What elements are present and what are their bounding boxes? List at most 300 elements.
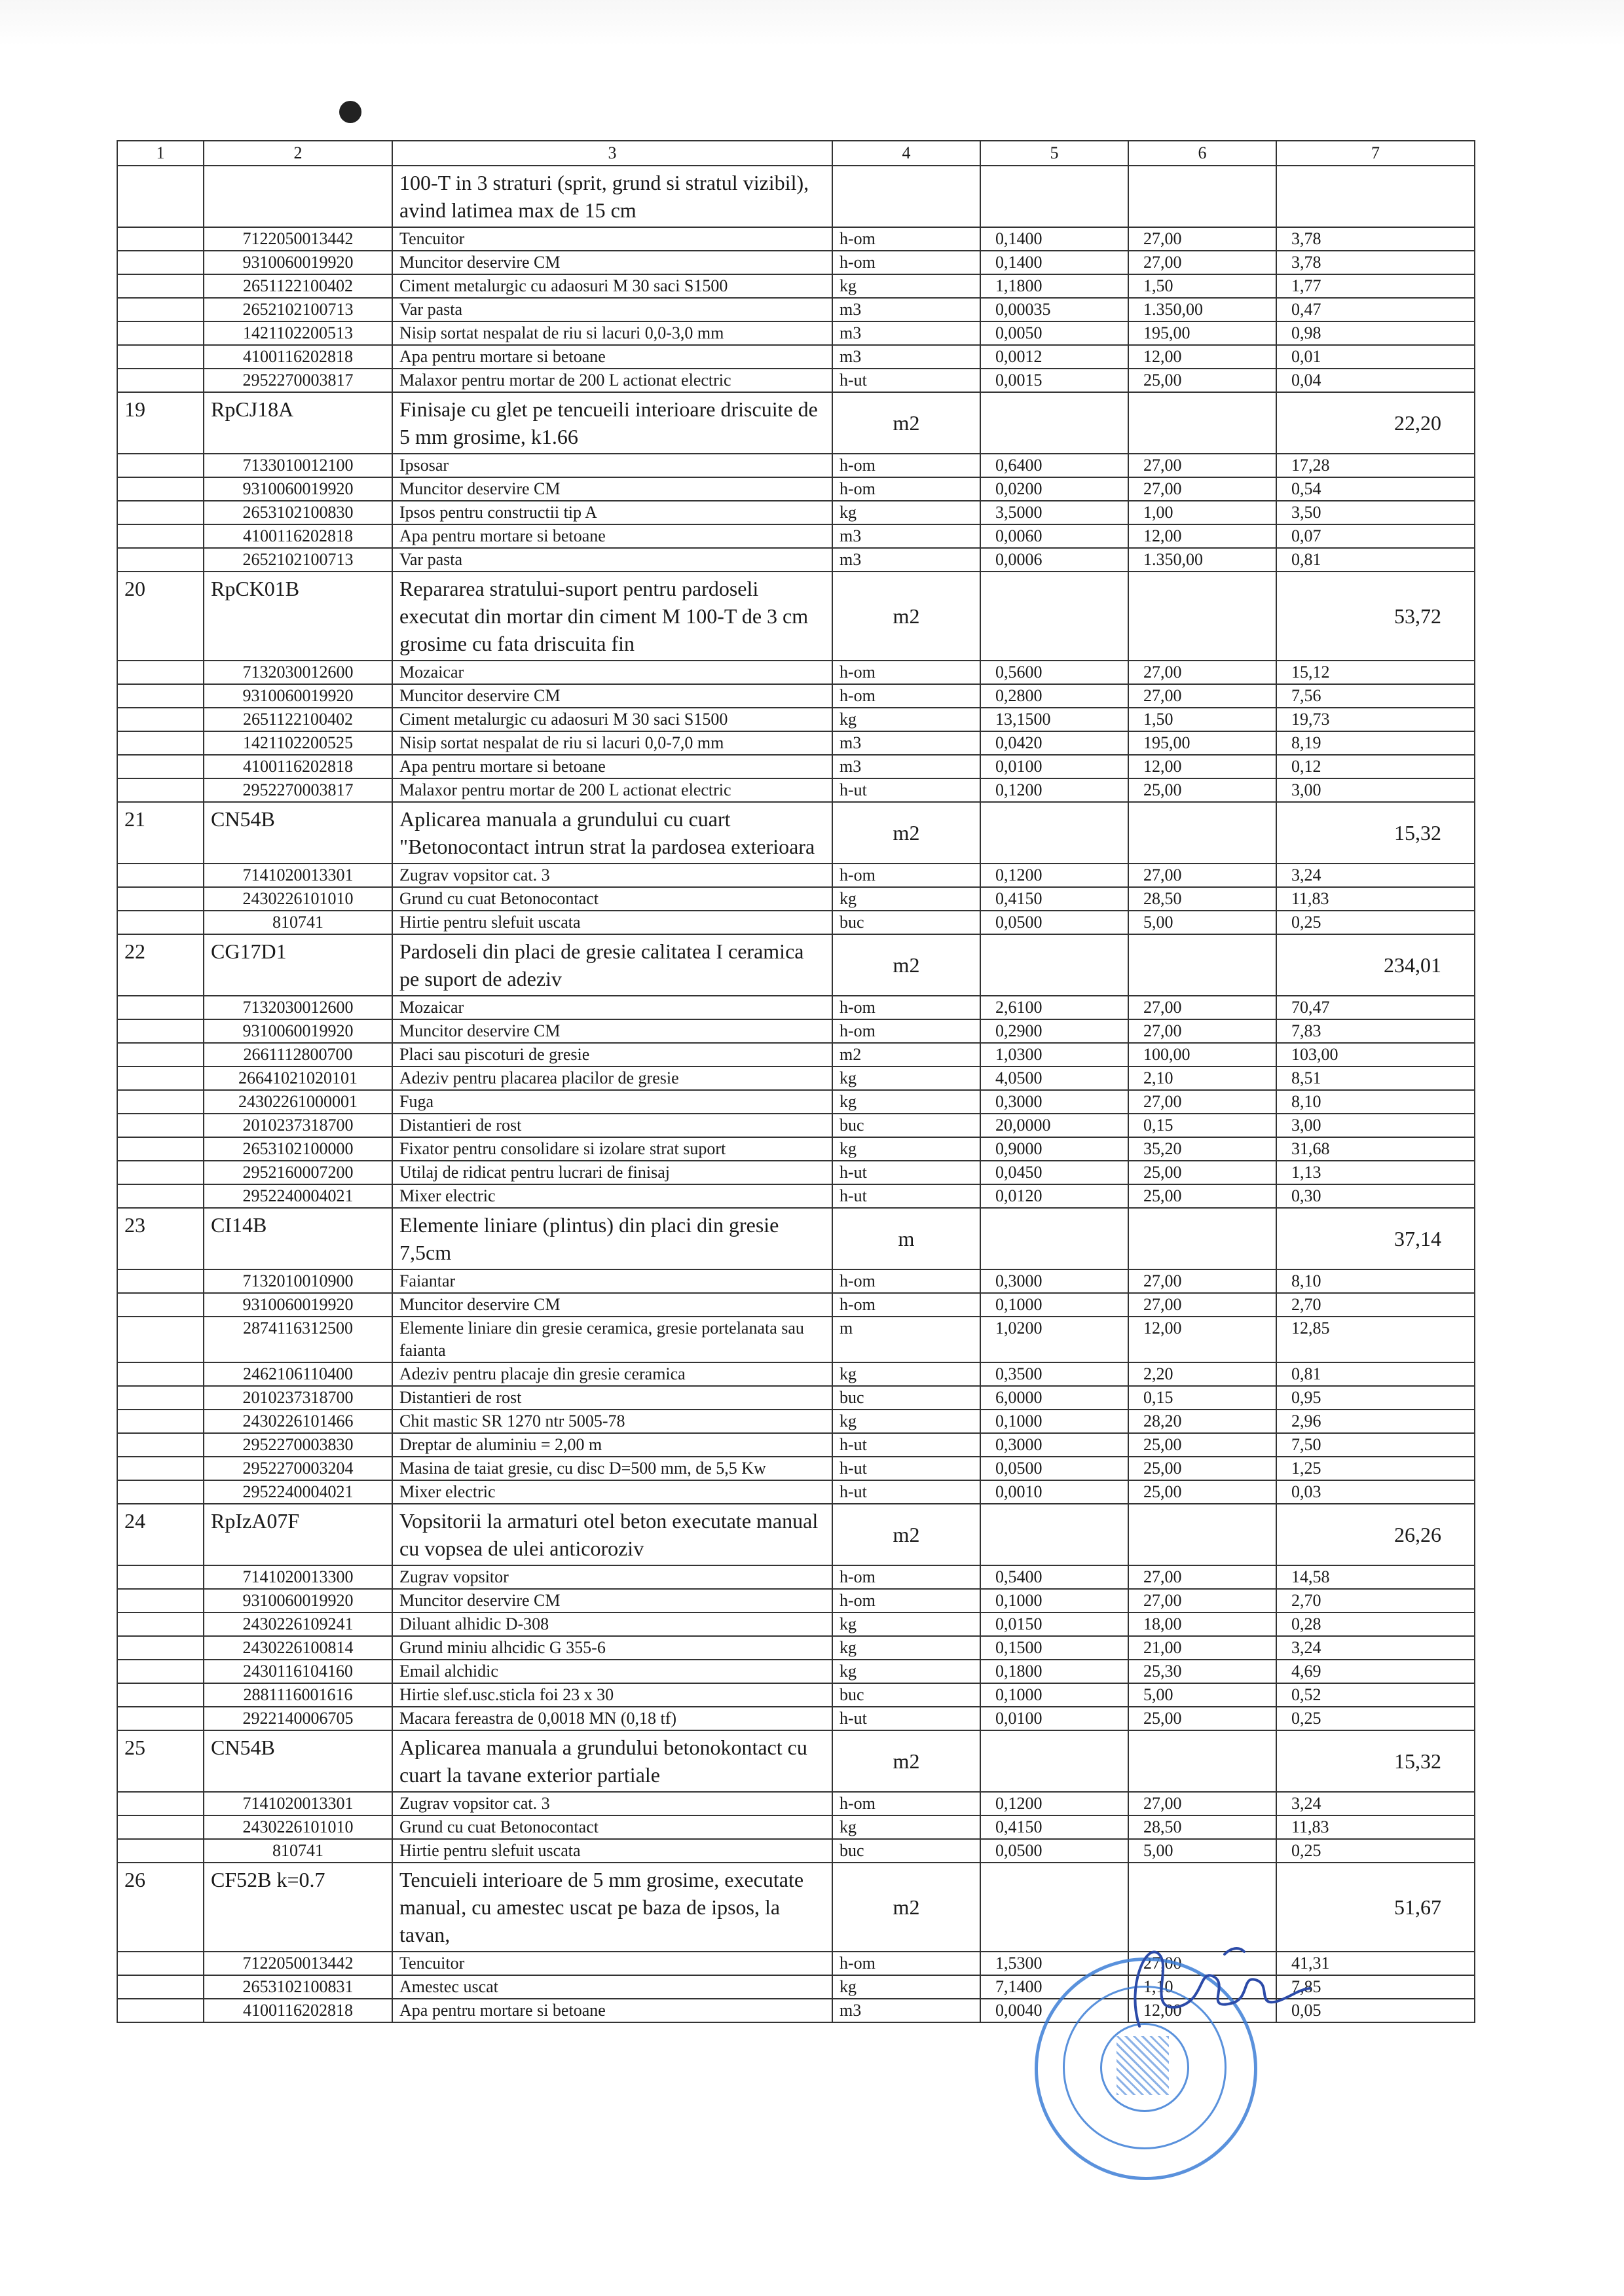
resource-code: 2952240004021: [204, 1184, 392, 1208]
resource-name: Muncitor deservire CM: [392, 1589, 832, 1613]
resource-code: 9310060019920: [204, 1293, 392, 1317]
resource-norm: 0,1000: [980, 1410, 1128, 1433]
resource-norm: 0,6400: [980, 454, 1128, 477]
resource-code: 7133010012100: [204, 454, 392, 477]
resource-cost: 12,85: [1276, 1317, 1475, 1362]
item-unit: m2: [832, 572, 980, 661]
resource-row: [117, 1660, 1475, 1683]
resource-code: 9310060019920: [204, 251, 392, 274]
resource-code: 2952240004021: [204, 1480, 392, 1504]
resource-unit: h-om: [832, 864, 980, 887]
column-header: 7: [1276, 141, 1475, 166]
resource-cost: 8,19: [1276, 731, 1475, 755]
resource-code: 2430226101466: [204, 1410, 392, 1433]
resource-unit: kg: [832, 501, 980, 524]
resource-blank: [117, 345, 204, 369]
resource-cost: 2,70: [1276, 1293, 1475, 1317]
item-row: [117, 572, 1475, 661]
resource-cost: 11,83: [1276, 1815, 1475, 1839]
resource-row: [117, 1792, 1475, 1815]
item-total: 51,67: [1276, 1863, 1475, 1952]
resource-price: 2,20: [1128, 1362, 1276, 1386]
resource-unit: h-om: [832, 1269, 980, 1293]
resource-blank: [117, 1317, 204, 1362]
resource-price: 27,00: [1128, 227, 1276, 251]
item-description: 100-T in 3 straturi (sprit, grund si stratul vizibil), avind latimea max de 15 cm: [392, 166, 832, 227]
resource-blank: [117, 1161, 204, 1184]
resource-unit: h-ut: [832, 369, 980, 392]
resource-row: [117, 661, 1475, 684]
resource-cost: 1,25: [1276, 1457, 1475, 1480]
resource-code: 2952270003830: [204, 1433, 392, 1457]
resource-price: 35,20: [1128, 1137, 1276, 1161]
resource-row: [117, 1114, 1475, 1137]
resource-cost: 3,78: [1276, 227, 1475, 251]
resource-row: [117, 274, 1475, 298]
resource-blank: [117, 661, 204, 684]
resource-row: [117, 345, 1475, 369]
resource-code: 2010237318700: [204, 1114, 392, 1137]
resource-blank: [117, 1480, 204, 1504]
resource-name: Apa pentru mortare si betoane: [392, 345, 832, 369]
resource-code: 810741: [204, 911, 392, 934]
resource-name: Adeziv pentru placarea placilor de gresie: [392, 1066, 832, 1090]
resource-name: Ipsosar: [392, 454, 832, 477]
resource-name: Mozaicar: [392, 661, 832, 684]
resource-row: [117, 778, 1475, 802]
resource-unit: m3: [832, 345, 980, 369]
resource-row: [117, 1043, 1475, 1066]
column-header: 6: [1128, 141, 1276, 166]
resource-blank: [117, 778, 204, 802]
resource-norm: 0,1200: [980, 864, 1128, 887]
resource-price: 27,00: [1128, 1565, 1276, 1589]
item-description: Finisaje cu glet pe tencueili interioare driscuite de 5 mm grosime, k1.66: [392, 392, 832, 454]
resource-unit: m3: [832, 298, 980, 321]
item-price: [1128, 1208, 1276, 1269]
item-code: CF52B k=0.7: [204, 1863, 392, 1952]
resource-price: 27,00: [1128, 1269, 1276, 1293]
resource-name: Diluant alhidic D-308: [392, 1613, 832, 1636]
resource-unit: kg: [832, 1660, 980, 1683]
resource-price: 27,00: [1128, 1293, 1276, 1317]
resource-blank: [117, 251, 204, 274]
resource-code: 2430116104160: [204, 1660, 392, 1683]
item-unit: m2: [832, 1863, 980, 1952]
resource-norm: 1,0200: [980, 1317, 1128, 1362]
resource-code: 2430226109241: [204, 1613, 392, 1636]
item-code: RpCJ18A: [204, 392, 392, 454]
resource-code: 7122050013442: [204, 227, 392, 251]
resource-name: Dreptar de aluminiu = 2,00 m: [392, 1433, 832, 1457]
item-total: 22,20: [1276, 392, 1475, 454]
item-description: Repararea stratului-suport pentru pardoseli executat din mortar din ciment M 100-T de 3 cm grosime cu fata driscuita fin: [392, 572, 832, 661]
resource-blank: [117, 1269, 204, 1293]
resource-code: 9310060019920: [204, 1589, 392, 1613]
resource-cost: 8,10: [1276, 1269, 1475, 1293]
resource-norm: 0,00035: [980, 298, 1128, 321]
resource-blank: [117, 911, 204, 934]
resource-row: [117, 548, 1475, 572]
resource-row: [117, 1613, 1475, 1636]
resource-blank: [117, 864, 204, 887]
resource-row: [117, 1433, 1475, 1457]
resource-unit: h-om: [832, 227, 980, 251]
resource-name: Faiantar: [392, 1269, 832, 1293]
resource-cost: 1,77: [1276, 274, 1475, 298]
resource-unit: m3: [832, 755, 980, 778]
resource-blank: [117, 454, 204, 477]
resource-name: Muncitor deservire CM: [392, 1019, 832, 1043]
resource-cost: 19,73: [1276, 708, 1475, 731]
column-header: 1: [117, 141, 204, 166]
resource-row: [117, 227, 1475, 251]
resource-price: 28,50: [1128, 887, 1276, 911]
item-description: Vopsitorii la armaturi otel beton executate manual cu vopsea de ulei anticoroziv: [392, 1504, 832, 1565]
item-row: [117, 934, 1475, 996]
resource-price: 1,50: [1128, 708, 1276, 731]
resource-row: [117, 321, 1475, 345]
resource-name: Muncitor deservire CM: [392, 1293, 832, 1317]
resource-code: 9310060019920: [204, 477, 392, 501]
resource-name: Chit mastic SR 1270 ntr 5005-78: [392, 1410, 832, 1433]
resource-unit: h-ut: [832, 1184, 980, 1208]
estimate-table-body: [117, 141, 1475, 2022]
item-price: [1128, 1504, 1276, 1565]
resource-norm: 0,0450: [980, 1161, 1128, 1184]
resource-unit: kg: [832, 887, 980, 911]
resource-unit: m3: [832, 548, 980, 572]
resource-name: Var pasta: [392, 548, 832, 572]
resource-row: [117, 1090, 1475, 1114]
resource-price: 21,00: [1128, 1636, 1276, 1660]
resource-row: [117, 1457, 1475, 1480]
resource-row: [117, 708, 1475, 731]
resource-row: [117, 1362, 1475, 1386]
resource-blank: [117, 1457, 204, 1480]
resource-unit: h-om: [832, 996, 980, 1019]
resource-norm: 0,0040: [980, 1999, 1128, 2022]
resource-price: 25,00: [1128, 369, 1276, 392]
resource-cost: 0,52: [1276, 1683, 1475, 1707]
resource-price: 1,10: [1128, 1975, 1276, 1999]
resource-name: Fuga: [392, 1090, 832, 1114]
resource-cost: 17,28: [1276, 454, 1475, 477]
resource-name: Hirtie pentru slefuit uscata: [392, 911, 832, 934]
resource-name: Ipsos pentru constructii tip A: [392, 501, 832, 524]
resource-cost: 0,07: [1276, 524, 1475, 548]
resource-price: 27,00: [1128, 864, 1276, 887]
resource-name: Nisip sortat nespalat de riu si lacuri 0,0-3,0 mm: [392, 321, 832, 345]
item-price: [1128, 934, 1276, 996]
item-price: [1128, 802, 1276, 864]
resource-row: [117, 684, 1475, 708]
resource-name: Var pasta: [392, 298, 832, 321]
resource-price: 25,00: [1128, 1707, 1276, 1730]
resource-name: Placi sau piscoturi de gresie: [392, 1043, 832, 1066]
resource-unit: kg: [832, 1613, 980, 1636]
column-header: 4: [832, 141, 980, 166]
resource-row: [117, 887, 1475, 911]
resource-cost: 11,83: [1276, 887, 1475, 911]
resource-cost: 3,24: [1276, 1636, 1475, 1660]
resource-name: Apa pentru mortare si betoane: [392, 1999, 832, 2022]
resource-code: 1421102200513: [204, 321, 392, 345]
resource-price: 1,50: [1128, 274, 1276, 298]
resource-row: [117, 1707, 1475, 1730]
resource-unit: m3: [832, 321, 980, 345]
resource-cost: 8,10: [1276, 1090, 1475, 1114]
resource-code: 4100116202818: [204, 524, 392, 548]
resource-row: [117, 1137, 1475, 1161]
resource-norm: 4,0500: [980, 1066, 1128, 1090]
resource-unit: kg: [832, 1815, 980, 1839]
resource-cost: 0,12: [1276, 755, 1475, 778]
resource-blank: [117, 369, 204, 392]
resource-norm: 2,6100: [980, 996, 1128, 1019]
resource-name: Nisip sortat nespalat de riu si lacuri 0,0-7,0 mm: [392, 731, 832, 755]
resource-price: 27,00: [1128, 1090, 1276, 1114]
resource-unit: h-ut: [832, 1480, 980, 1504]
resource-name: Hirtie pentru slefuit uscata: [392, 1839, 832, 1863]
resource-unit: kg: [832, 1137, 980, 1161]
resource-blank: [117, 684, 204, 708]
column-header: 3: [392, 141, 832, 166]
resource-blank: [117, 1952, 204, 1975]
resource-unit: buc: [832, 1839, 980, 1863]
resource-blank: [117, 887, 204, 911]
resource-norm: 0,0500: [980, 1457, 1128, 1480]
resource-norm: 0,0100: [980, 755, 1128, 778]
item-number: 24: [117, 1504, 204, 1565]
resource-norm: 0,1500: [980, 1636, 1128, 1660]
item-code: RpCK01B: [204, 572, 392, 661]
resource-blank: [117, 1707, 204, 1730]
resource-row: [117, 369, 1475, 392]
resource-cost: 0,28: [1276, 1613, 1475, 1636]
resource-name: Zugrav vopsitor cat. 3: [392, 1792, 832, 1815]
resource-unit: buc: [832, 1114, 980, 1137]
resource-norm: 0,1200: [980, 1792, 1128, 1815]
item-unit: m2: [832, 1504, 980, 1565]
resource-name: Grund cu cuat Betonocontact: [392, 887, 832, 911]
resource-cost: 2,96: [1276, 1410, 1475, 1433]
resource-price: 27,00: [1128, 996, 1276, 1019]
resource-blank: [117, 1362, 204, 1386]
item-code: CG17D1: [204, 934, 392, 996]
resource-code: 24302261000001: [204, 1090, 392, 1114]
resource-cost: 41,31: [1276, 1952, 1475, 1975]
resource-row: [117, 1293, 1475, 1317]
resource-norm: 0,0150: [980, 1613, 1128, 1636]
resource-code: 4100116202818: [204, 755, 392, 778]
resource-price: 25,00: [1128, 1184, 1276, 1208]
resource-blank: [117, 1293, 204, 1317]
resource-name: Malaxor pentru mortar de 200 L actionat electric: [392, 369, 832, 392]
resource-unit: m3: [832, 1999, 980, 2022]
resource-blank: [117, 1613, 204, 1636]
item-quantity: [980, 572, 1128, 661]
resource-blank: [117, 1636, 204, 1660]
resource-cost: 14,58: [1276, 1565, 1475, 1589]
resource-code: 7122050013442: [204, 1952, 392, 1975]
resource-price: 0,15: [1128, 1386, 1276, 1410]
resource-row: [117, 1839, 1475, 1863]
resource-norm: 0,3000: [980, 1090, 1128, 1114]
resource-code: 2462106110400: [204, 1362, 392, 1386]
resource-blank: [117, 1137, 204, 1161]
resource-price: 27,00: [1128, 454, 1276, 477]
resource-price: 12,00: [1128, 345, 1276, 369]
resource-norm: 1,1800: [980, 274, 1128, 298]
resource-norm: 0,1400: [980, 227, 1128, 251]
resource-cost: 0,95: [1276, 1386, 1475, 1410]
resource-code: 1421102200525: [204, 731, 392, 755]
item-number: 25: [117, 1730, 204, 1792]
item-number: 26: [117, 1863, 204, 1952]
resource-norm: 0,0010: [980, 1480, 1128, 1504]
item-number: 21: [117, 802, 204, 864]
resource-row: [117, 1815, 1475, 1839]
resource-norm: 0,0200: [980, 477, 1128, 501]
punch-hole: [339, 101, 361, 123]
resource-norm: 0,1000: [980, 1589, 1128, 1613]
resource-name: Mixer electric: [392, 1184, 832, 1208]
resource-unit: h-ut: [832, 778, 980, 802]
resource-blank: [117, 1660, 204, 1683]
item-row: [117, 1730, 1475, 1792]
resource-norm: 0,1000: [980, 1293, 1128, 1317]
resource-norm: 0,0060: [980, 524, 1128, 548]
resource-norm: 0,0006: [980, 548, 1128, 572]
resource-blank: [117, 1589, 204, 1613]
item-total: 53,72: [1276, 572, 1475, 661]
resource-price: 5,00: [1128, 1839, 1276, 1863]
item-description: Tencuieli interioare de 5 mm grosime, executate manual, cu amestec uscat pe baza de ipsos, la tavan,: [392, 1863, 832, 1952]
resource-cost: 7,50: [1276, 1433, 1475, 1457]
resource-name: Ciment metalurgic cu adaosuri M 30 saci S1500: [392, 274, 832, 298]
estimate-table: [117, 140, 1475, 2023]
resource-norm: 0,1200: [980, 778, 1128, 802]
resource-cost: 2,70: [1276, 1589, 1475, 1613]
resource-name: Apa pentru mortare si betoane: [392, 755, 832, 778]
resource-code: 7141020013301: [204, 864, 392, 887]
resource-cost: 0,47: [1276, 298, 1475, 321]
resource-row: [117, 911, 1475, 934]
resource-blank: [117, 1386, 204, 1410]
resource-row: [117, 755, 1475, 778]
item-price: [1128, 392, 1276, 454]
resource-cost: 0,98: [1276, 321, 1475, 345]
item-code: CI14B: [204, 1208, 392, 1269]
resource-name: Zugrav vopsitor cat. 3: [392, 864, 832, 887]
resource-blank: [117, 321, 204, 345]
item-unit: [832, 166, 980, 227]
resource-cost: 0,25: [1276, 911, 1475, 934]
resource-row: [117, 1066, 1475, 1090]
resource-norm: 13,1500: [980, 708, 1128, 731]
item-description: Elemente liniare (plintus) din placi din gresie 7,5cm: [392, 1208, 832, 1269]
resource-unit: h-om: [832, 454, 980, 477]
resource-blank: [117, 274, 204, 298]
resource-unit: h-om: [832, 1019, 980, 1043]
resource-name: Mixer electric: [392, 1480, 832, 1504]
resource-code: 2653102100000: [204, 1137, 392, 1161]
item-unit: m2: [832, 392, 980, 454]
resource-unit: h-ut: [832, 1457, 980, 1480]
resource-blank: [117, 1410, 204, 1433]
resource-cost: 31,68: [1276, 1137, 1475, 1161]
resource-norm: 0,3000: [980, 1269, 1128, 1293]
resource-price: 195,00: [1128, 731, 1276, 755]
resource-code: 2651122100402: [204, 708, 392, 731]
resource-blank: [117, 1184, 204, 1208]
item-row: [117, 1504, 1475, 1565]
item-code: [204, 166, 392, 227]
resource-blank: [117, 477, 204, 501]
resource-norm: 20,0000: [980, 1114, 1128, 1137]
resource-code: 2653102100830: [204, 501, 392, 524]
resource-price: 27,00: [1128, 477, 1276, 501]
resource-code: 4100116202818: [204, 1999, 392, 2022]
resource-row: [117, 731, 1475, 755]
resource-row: [117, 1636, 1475, 1660]
resource-code: 810741: [204, 1839, 392, 1863]
header-row: [117, 141, 1475, 166]
resource-cost: 0,81: [1276, 548, 1475, 572]
resource-cost: 103,00: [1276, 1043, 1475, 1066]
resource-unit: h-om: [832, 1792, 980, 1815]
resource-row: [117, 1480, 1475, 1504]
resource-cost: 1,13: [1276, 1161, 1475, 1184]
resource-unit: m2: [832, 1043, 980, 1066]
resource-name: Tencuitor: [392, 1952, 832, 1975]
resource-unit: m3: [832, 731, 980, 755]
item-total: 234,01: [1276, 934, 1475, 996]
resource-name: Grund miniu alhcidic G 355-6: [392, 1636, 832, 1660]
resource-blank: [117, 1114, 204, 1137]
resource-blank: [117, 1792, 204, 1815]
resource-blank: [117, 996, 204, 1019]
resource-name: Masina de taiat gresie, cu disc D=500 mm, de 5,5 Kw: [392, 1457, 832, 1480]
item-code: CN54B: [204, 1730, 392, 1792]
resource-code: 2652102100713: [204, 298, 392, 321]
item-number: 20: [117, 572, 204, 661]
resource-norm: 0,0100: [980, 1707, 1128, 1730]
column-header: 5: [980, 141, 1128, 166]
resource-unit: kg: [832, 708, 980, 731]
resource-row: [117, 454, 1475, 477]
item-quantity: [980, 802, 1128, 864]
resource-price: 0,15: [1128, 1114, 1276, 1137]
item-unit: m2: [832, 934, 980, 996]
item-quantity: [980, 166, 1128, 227]
resource-norm: 0,1000: [980, 1683, 1128, 1707]
resource-norm: 3,5000: [980, 501, 1128, 524]
item-description: Pardoseli din placi de gresie calitatea I ceramica pe suport de adeziv: [392, 934, 832, 996]
resource-price: 12,00: [1128, 1317, 1276, 1362]
resource-price: 18,00: [1128, 1613, 1276, 1636]
resource-price: 12,00: [1128, 524, 1276, 548]
resource-cost: 0,30: [1276, 1184, 1475, 1208]
resource-row: [117, 477, 1475, 501]
resource-norm: 0,0012: [980, 345, 1128, 369]
item-number: 19: [117, 392, 204, 454]
resource-unit: h-ut: [832, 1707, 980, 1730]
resource-cost: 0,04: [1276, 369, 1475, 392]
resource-price: 100,00: [1128, 1043, 1276, 1066]
item-quantity: [980, 1504, 1128, 1565]
